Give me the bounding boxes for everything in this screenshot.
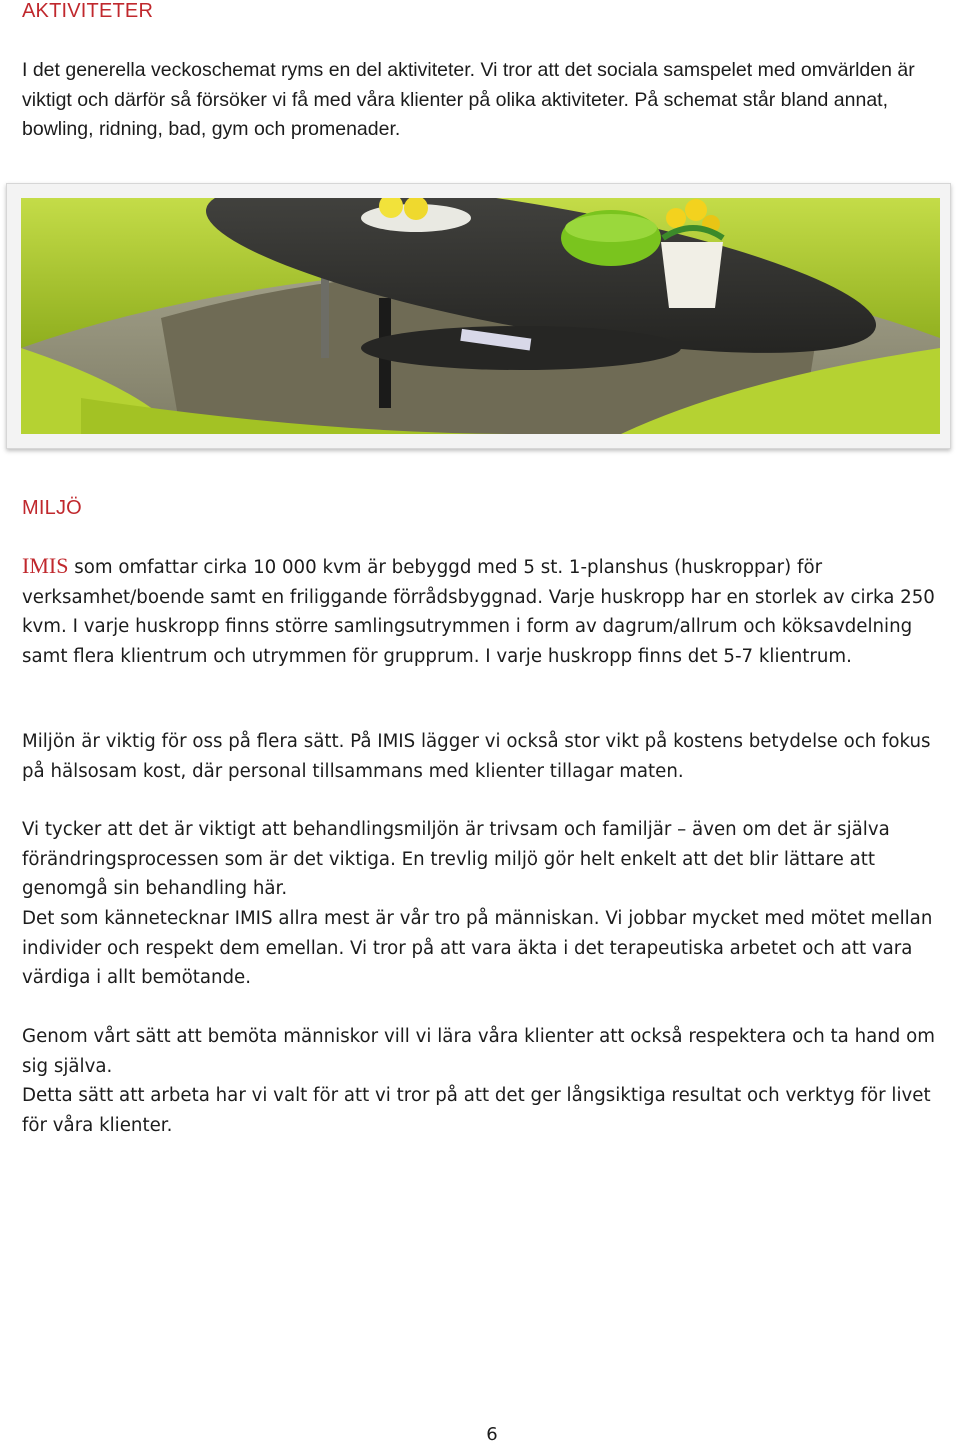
environment-paragraph-4: Det som kännetecknar IMIS allra mest är vår tro på människan. Vi jobbar mycket med mötet mellan individer och respekt dem emellan. Vi tror på att vara äkta i det terapeutiska arbetet och att vara värdiga i allt bemötande. xyxy=(22,908,933,988)
environment-paragraph-2: Miljön är viktig för oss på flera sätt. På IMIS lägger vi också stor vikt på kostens betydelse och fokus på hälsosam kost, där personal tillsammans med klienter tillagar maten. xyxy=(22,731,931,782)
activities-paragraph: I det generella veckoschemat ryms en del aktiviteter. Vi tror att det sociala samspelet med omvärlden är viktigt och därför så försöker vi få med våra klienter på olika aktiviteter. På schemat står bland annat, bowling, ridning, bad, gym och promenader. xyxy=(22,59,915,140)
imis-brand-text: IMIS xyxy=(22,553,69,578)
environment-paragraph-1-text: som omfattar cirka 10 000 kvm är bebyggd med 5 st. 1-planshus (huskroppar) för verksamhet/boende samt en friliggande förrådsbyggnad. Varje huskropp har en storlek av cirka 250 kvm. I varje huskropp finns större samlingsutrymmen i form av dagrum/allrum och köksavdelning samt flera klientrum och utrymmen för grupprum. I varje huskropp finns det 5-7 klientrum. xyxy=(22,557,935,667)
lounge-illustration xyxy=(21,198,940,434)
environment-heading: MILJÖ xyxy=(22,497,82,519)
environment-paragraph-3: Vi tycker att det är viktigt att behandlingsmiljön är trivsam och familjär – även om det är själva förändringsprocessen som är det viktiga. En trevlig miljö gör helt enkelt att det blir lättare att genomgå sin behandling här. xyxy=(22,819,890,899)
page-number: 6 xyxy=(486,1424,498,1445)
activities-heading: AKTIVITETER xyxy=(22,0,154,22)
lounge-photo xyxy=(6,183,951,449)
environment-paragraph-5: Genom vårt sätt att bemöta människor vill vi lära våra klienter att också respektera och ta hand om sig själva. xyxy=(22,1026,935,1077)
environment-paragraph-6: Detta sätt att arbeta har vi valt för att vi tror på att det ger långsiktiga resultat och verktyg för livet för våra klienter. xyxy=(22,1085,931,1136)
environment-paragraph-1 xyxy=(22,551,954,671)
